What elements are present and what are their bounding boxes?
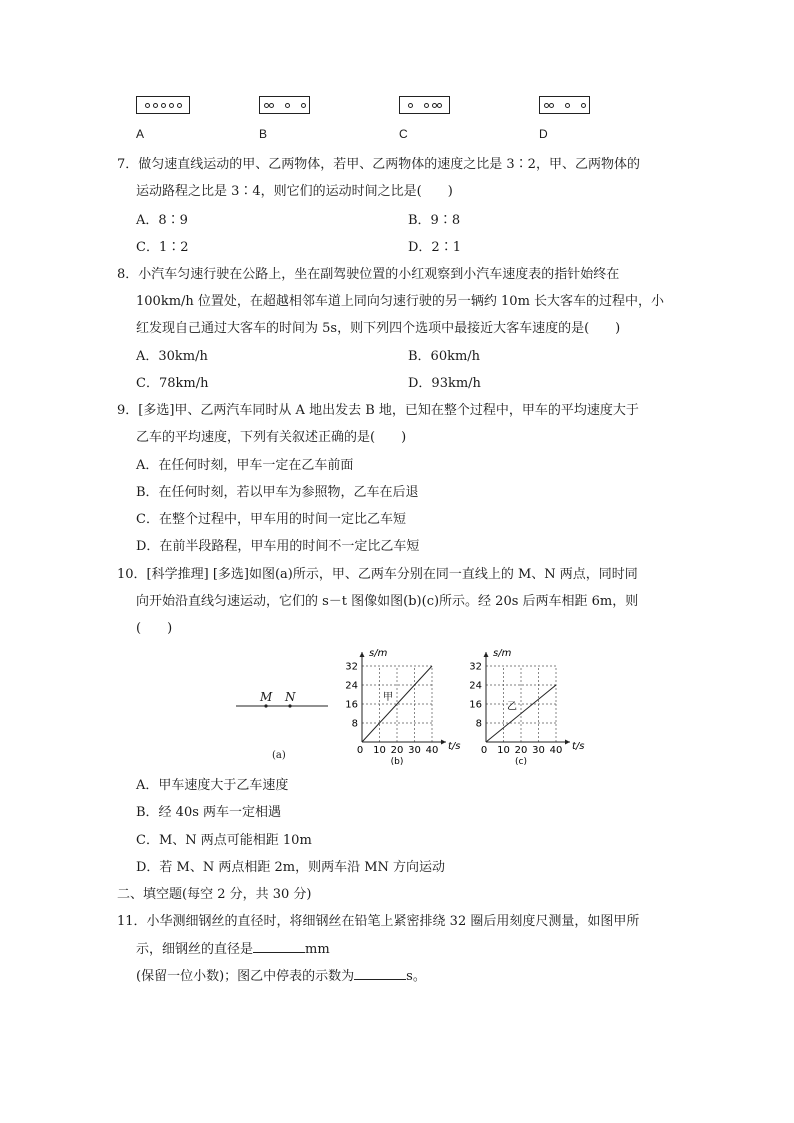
chart-c-xtick-20: 20 (514, 745, 528, 756)
q11-line-3-text: (保留一位小数)；图乙中停表的示数为 (136, 969, 355, 984)
chart-c-ytick-16: 16 (469, 699, 482, 711)
chart-b-ytick-8: 8 (351, 718, 358, 730)
q10-option-a: A．甲车速度大于乙车速度 (136, 778, 289, 793)
q9-line-2: 乙车的平均速度，下列有关叙述正确的是( ) (136, 430, 407, 445)
option-a-label: A (136, 127, 145, 141)
chart-c-ytick-24: 24 (469, 680, 482, 692)
option-d-diagram (539, 96, 590, 114)
section-2-title: 二、填空题(每空 2 分，共 30 分) (117, 887, 312, 902)
option-b-label: B (259, 127, 268, 141)
chart-b-ytick-32: 32 (345, 661, 358, 673)
figure-a-caption: (a) (272, 750, 286, 761)
chart-b-xlabel: t/s (448, 741, 461, 752)
q10-line-1: 10．[科学推理] [多选]如图(a)所示，甲、乙两车分别在同一直线上的 M、N 两点，同时同 (117, 567, 638, 582)
chart-b-xtick-0: 0 (356, 745, 364, 756)
chart-c-ylabel: s/m (493, 648, 512, 659)
q11-stopwatch-blank[interactable] (354, 967, 406, 980)
q7-line-1: 7．做匀速直线运动的甲、乙两物体，若甲、乙两物体的速度之比是 3∶2，甲、乙两物体的 (117, 157, 640, 172)
chart-c-xtick-30: 30 (532, 745, 545, 756)
chart-b (338, 640, 470, 768)
q8-line-3: 红发现自己通过大客车的时间为 5s，则下列四个选项中最接近大客车速度的是( ) (136, 321, 621, 336)
chart-c-ytick-32: 32 (469, 661, 482, 673)
q8-option-c: C．78km/h (136, 376, 209, 391)
q9-option-c: C．在整个过程中，甲车用的时间一定比乙车短 (136, 512, 406, 527)
chart-c-xtick-0: 0 (480, 745, 488, 756)
chart-b-caption: (b) (390, 757, 404, 767)
chart-c (462, 640, 594, 768)
chart-b-xtick-30: 30 (408, 745, 421, 756)
q7-option-b: B．9∶8 (408, 213, 461, 228)
q10-option-b: B．经 40s 两车一定相遇 (136, 805, 282, 820)
q11-line-3 (136, 965, 426, 984)
q11-line-1: 11．小华测细钢丝的直径时，将细钢丝在铅笔上紧密排绕 32 圈后用刻度尺测量，如图甲所 (117, 914, 640, 929)
chart-c-x-arrow (565, 740, 570, 745)
chart-b-ylabel: s/m (369, 648, 388, 659)
q7-line-2: 运动路程之比是 3∶4，则它们的运动时间之比是( ) (136, 184, 453, 199)
q11-unit-mm: mm (305, 942, 330, 957)
chart-b-series-label-0: 甲 (383, 692, 393, 703)
q9-line-1: 9．[多选]甲、乙两汽车同时从 A 地出发去 B 地，已知在整个过程中，甲车的平均速度大于 (117, 403, 639, 418)
chart-b-xtick-40: 40 (425, 745, 439, 756)
q11-line-2 (136, 938, 330, 957)
q10-line-3: ( ) (136, 621, 173, 636)
q8-option-b: B．60km/h (408, 349, 481, 364)
q8-option-d: D．93km/h (408, 376, 481, 391)
q9-option-b: B．在任何时刻，若以甲车为参照物，乙车在后退 (136, 485, 419, 500)
q11-diameter-blank[interactable] (253, 940, 305, 953)
chart-c-xtick-40: 40 (549, 745, 563, 756)
chart-c-series-label-0: 乙 (507, 701, 517, 713)
chart-b-ytick-24: 24 (345, 680, 358, 692)
option-b-diagram (259, 96, 310, 114)
point-m-label: M (260, 690, 273, 704)
q9-option-a: A．在任何时刻，甲车一定在乙车前面 (136, 458, 354, 473)
option-c-diagram (399, 96, 450, 114)
chart-c-ytick-8: 8 (475, 718, 482, 730)
q8-line-1: 8．小汽车匀速行驶在公路上，坐在副驾驶位置的小红观察到小汽车速度表的指针始终在 (117, 267, 620, 282)
option-d-label: D (539, 127, 548, 141)
point-n-label: N (285, 690, 296, 704)
q7-option-c: C．1∶2 (136, 240, 189, 255)
q10-option-c: C．M、N 两点可能相距 10m (136, 833, 312, 848)
chart-b-xtick-20: 20 (390, 745, 404, 756)
q9-option-d: D．在前半段路程，甲车用的时间不一定比乙车短 (136, 539, 420, 554)
q11-line-2-text: 示，细钢丝的直径是 (136, 942, 254, 957)
q8-option-a: A．30km/h (136, 349, 208, 364)
chart-c-xlabel: t/s (572, 741, 585, 752)
option-c-label: C (399, 127, 408, 141)
chart-b-ytick-16: 16 (345, 699, 358, 711)
chart-b-xtick-10: 10 (373, 745, 386, 756)
q7-option-a: A．8∶9 (136, 213, 188, 228)
option-a-diagram (136, 96, 190, 114)
q11-unit-s: s。 (406, 969, 426, 984)
chart-b-y-arrow (360, 652, 365, 657)
chart-b-x-arrow (441, 740, 446, 745)
chart-c-caption: (c) (515, 757, 527, 767)
q7-option-d: D．2∶1 (408, 240, 461, 255)
q10-line-2: 向开始沿直线匀速运动，它们的 s－t 图像如图(b)(c)所示。经 20s 后两车相距 6m，则 (136, 594, 639, 609)
q10-option-d: D．若 M、N 两点相距 2m，则两车沿 MN 方向运动 (136, 860, 446, 875)
chart-c-y-arrow (484, 652, 489, 657)
q8-line-2: 100km/h 位置处，在超越相邻车道上同向匀速行驶的另一辆约 10m 长大客车的过程中，小 (136, 294, 665, 309)
chart-c-xtick-10: 10 (497, 745, 510, 756)
